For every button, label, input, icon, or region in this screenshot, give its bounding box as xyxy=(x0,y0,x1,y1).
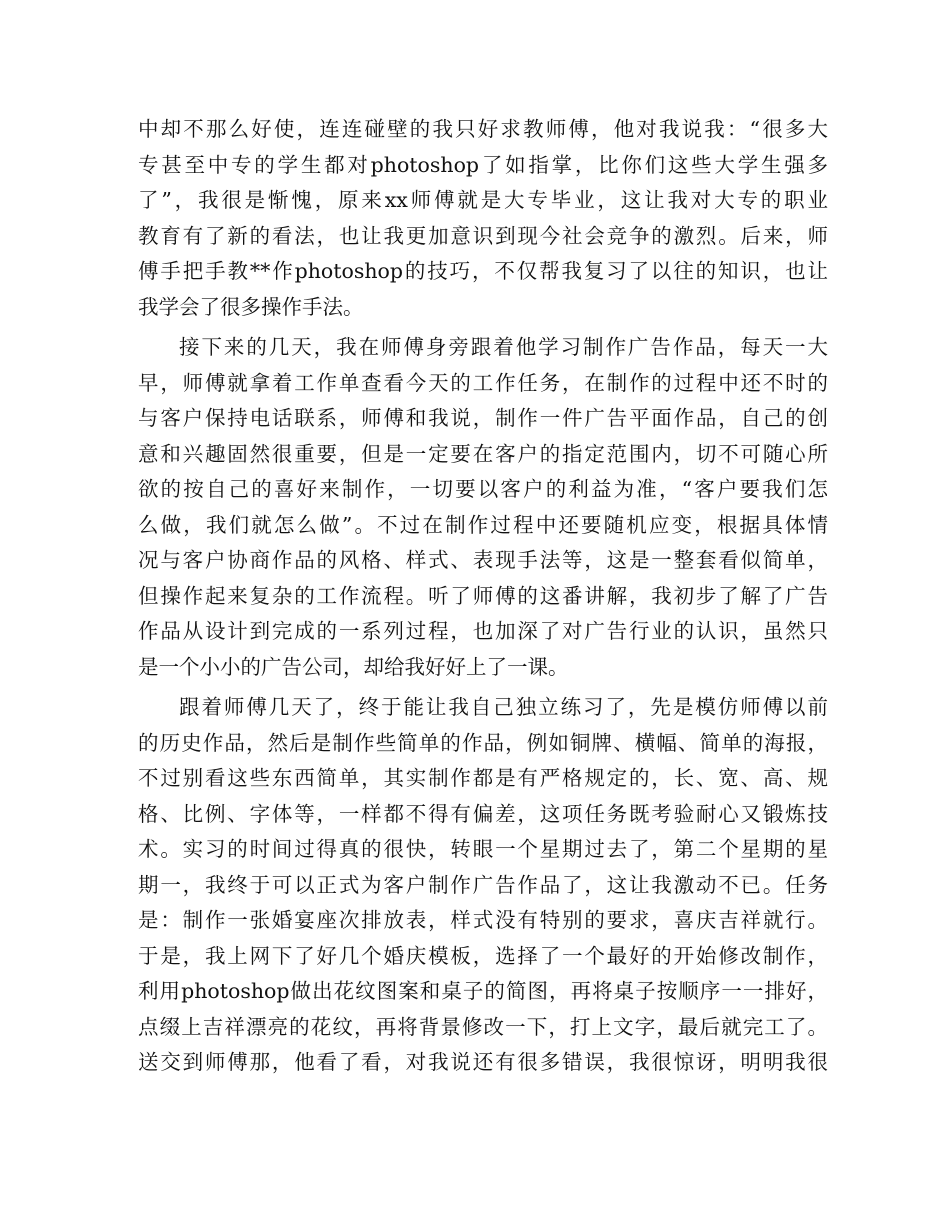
text-line: 么做，我们就怎么做”。不过在制作过程中还要随机应变，根据具体情 xyxy=(138,512,828,537)
text-line: 的历史作品，然后是制作些简单的作品，例如铜牌、横幅、简单的海报， xyxy=(138,730,828,755)
text-line: 与客户保持电话联系，师傅和我说，制作一件广告平面作品，自己的创 xyxy=(138,406,828,430)
paragraph-3 xyxy=(138,690,828,1081)
text-line: 意和兴趣固然很重要，但是一定要在客户的指定范围内，切不可随心所 xyxy=(138,441,828,466)
text-line: 是：制作一张婚宴座次排放表，样式没有特别的要求，喜庆吉祥就行。 xyxy=(138,908,828,932)
text-line: 术。实习的时间过得真的很快，转眼一个星期过去了，第二个星期的星 xyxy=(138,837,828,861)
paragraph-1 xyxy=(138,112,828,325)
text-line: 早，师傅就拿着工作单查看今天的工作任务，在制作的过程中还不时的 xyxy=(138,370,828,395)
text-line: 格、比例、字体等，一样都不得有偏差，这项任务既考验耐心又锻炼技 xyxy=(138,801,828,826)
text-line: 是一个小小的广告公司，却给我好好上了一课。 xyxy=(138,654,569,679)
text-line: 傅手把手教**作photoshop的技巧，不仅帮我复习了以往的知识，也让 xyxy=(138,259,828,283)
text-line: 作品从设计到完成的一系列过程，也加深了对广告行业的认识，虽然只 xyxy=(138,619,828,643)
text-line: 中却不那么好使，连连碰壁的我只好求教师傅，他对我说我：“很多大 xyxy=(138,117,828,141)
text-line: 跟着师傅几天了，终于能让我自己独立练习了，先是模仿师傅以前 xyxy=(179,695,828,719)
text-line: 利用photoshop做出花纹图案和桌子的简图，再将桌子按顺序一一排好， xyxy=(138,979,828,1003)
paragraph-2 xyxy=(138,330,828,685)
text-line: 况与客户协商作品的风格、样式、表现手法等，这是一整套看似简单， xyxy=(138,548,828,572)
text-line: 点缀上吉祥漂亮的花纹，再将背景修改一下，打上文字，最后就完工了。 xyxy=(138,1014,828,1039)
text-line: 教育有了新的看法，也让我更加意识到现今社会竞争的激烈。后来，师 xyxy=(138,223,828,248)
text-line: 但操作起来复杂的工作流程。听了师傅的这番讲解，我初步了解了广告 xyxy=(138,583,828,608)
text-line: 专甚至中专的学生都对photoshop了如指掌，比你们这些大学生强多 xyxy=(138,152,828,177)
text-line: 欲的按自己的喜好来制作，一切要以客户的利益为准，“客户要我们怎 xyxy=(138,477,828,501)
text-line: 期一，我终于可以正式为客户制作广告作品了，这让我激动不已。任务 xyxy=(138,872,828,897)
text-line: 于是，我上网下了好几个婚庆模板，选择了一个最好的开始修改制作， xyxy=(138,943,828,968)
text-line: 不过别看这些东西简单，其实制作都是有严格规定的，长、宽、高、规 xyxy=(138,766,828,790)
text-line: 送交到师傅那，他看了看，对我说还有很多错误，我很惊讶，明明我很 xyxy=(138,1050,828,1074)
document-body xyxy=(138,112,828,1081)
text-line: 接下来的几天，我在师傅身旁跟着他学习制作广告作品，每天一大 xyxy=(179,335,828,359)
text-line: 了”，我很是惭愧，原来xx师傅就是大专毕业，这让我对大专的职业 xyxy=(138,188,828,212)
text-line: 我学会了很多操作手法。 xyxy=(138,294,364,319)
